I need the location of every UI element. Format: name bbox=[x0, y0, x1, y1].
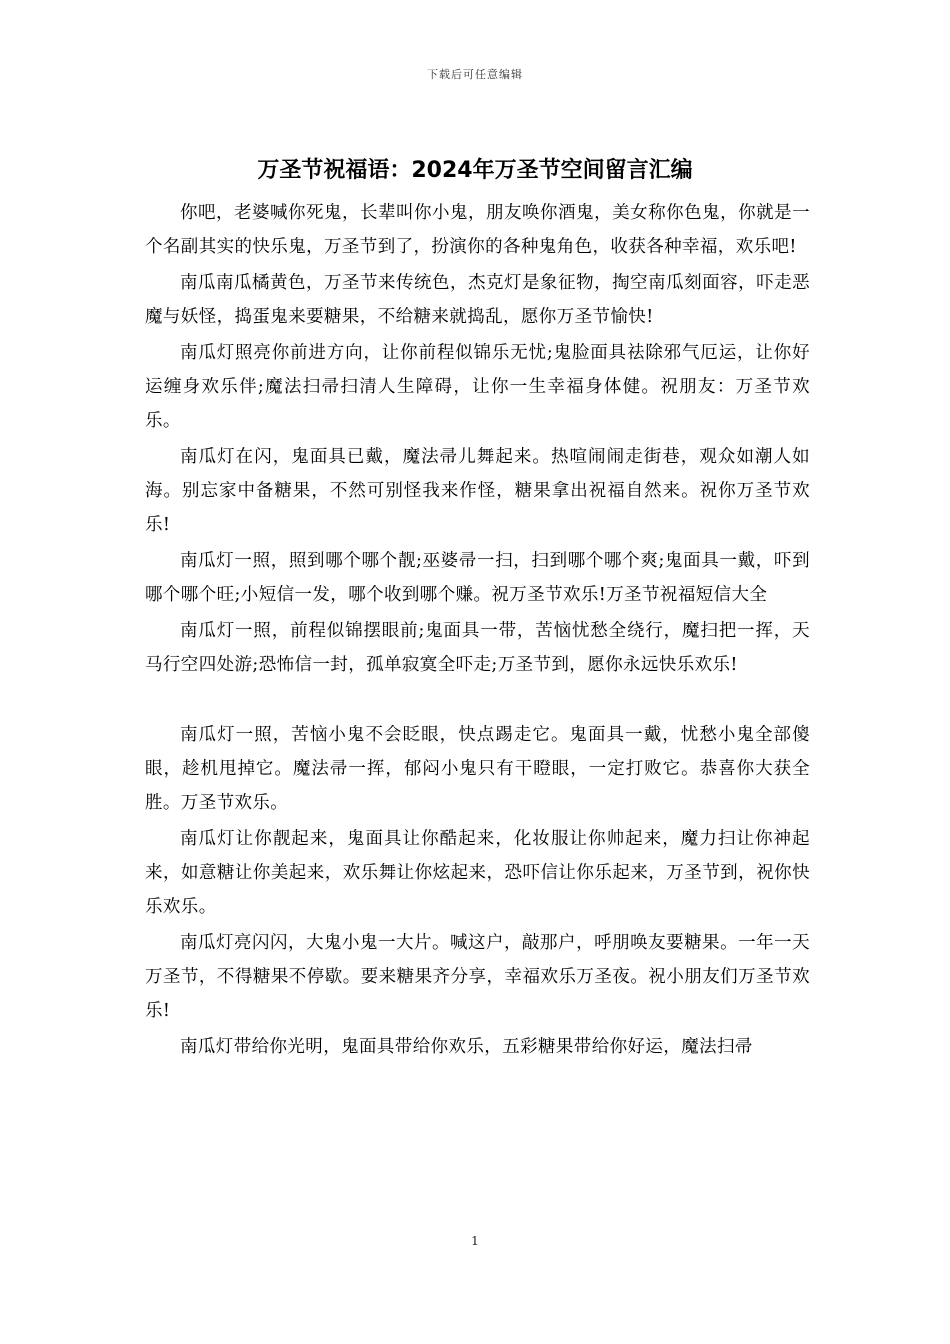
paragraph: 南瓜灯一照，照到哪个哪个靓;巫婆帚一扫，扫到哪个哪个爽;鬼面具一戴，吓到哪个哪个旺;小短信一发，哪个收到哪个赚。祝万圣节欢乐!万圣节祝福短信大全 bbox=[145, 551, 810, 605]
page-title: 万圣节祝福语：2024年万圣节空间留言汇编 bbox=[257, 158, 693, 183]
paragraph: 南瓜灯在闪，鬼面具已戴，魔法帚儿舞起来。热喧闹闹走街巷，观众如潮人如海。别忘家中备糖果，不然可别怪我来作怪，糖果拿出祝福自然来。祝你万圣节欢乐! bbox=[145, 447, 810, 535]
blank-line bbox=[145, 684, 810, 718]
paragraph: 南瓜灯亮闪闪，大鬼小鬼一大片。喊这户，敲那户，呼朋唤友要糖果。一年一天万圣节，不得糖果不停歇。要来糖果齐分享，幸福欢乐万圣夜。祝小朋友们万圣节欢乐! bbox=[145, 933, 810, 1021]
paragraph: 南瓜灯一照，苦恼小鬼不会眨眼，快点踢走它。鬼面具一戴，忧愁小鬼全部傻眼，趁机甩掉它。魔法帚一挥，郁闷小鬼只有干瞪眼，一定打败它。恭喜你大获全胜。万圣节欢乐。 bbox=[145, 725, 810, 813]
paragraph: 南瓜灯一照，前程似锦摆眼前;鬼面具一带，苦恼忧愁全绕行，魔扫把一挥，天马行空四处游;恐怖信一封，孤单寂寞全吓走;万圣节到，愿你永远快乐欢乐! bbox=[145, 621, 810, 675]
header-note: 下载后可任意编辑 bbox=[427, 68, 523, 81]
paragraph: 南瓜灯带给你光明，鬼面具带给你欢乐，五彩糖果带给你好运，魔法扫帚 bbox=[180, 1037, 753, 1057]
paragraph: 南瓜灯让你靓起来，鬼面具让你酷起来，化妆服让你帅起来，魔力扫让你神起来，如意糖让你美起来，欢乐舞让你炫起来，恐吓信让你乐起来，万圣节到，祝你快乐欢乐。 bbox=[145, 829, 810, 917]
paragraph: 南瓜灯照亮你前进方向，让你前程似锦乐无忧;鬼脸面具祛除邪气厄运，让你好运缠身欢乐伴;魔法扫帚扫清人生障碍，让你一生幸福身体健。祝朋友：万圣节欢乐。 bbox=[145, 343, 810, 431]
paragraph: 你吧，老婆喊你死鬼，长辈叫你小鬼，朋友唤你酒鬼，美女称你色鬼，你就是一个名副其实的快乐鬼，万圣节到了，扮演你的各种鬼角色，收获各种幸福，欢乐吧! bbox=[145, 203, 810, 257]
page-number: 1 bbox=[471, 1234, 479, 1248]
document-body bbox=[145, 196, 810, 1066]
paragraph: 南瓜南瓜橘黄色，万圣节来传统色，杰克灯是象征物，掏空南瓜刻面容，吓走恶魔与妖怪，捣蛋鬼来要糖果，不给糖来就捣乱，愿你万圣节愉快! bbox=[145, 273, 810, 327]
